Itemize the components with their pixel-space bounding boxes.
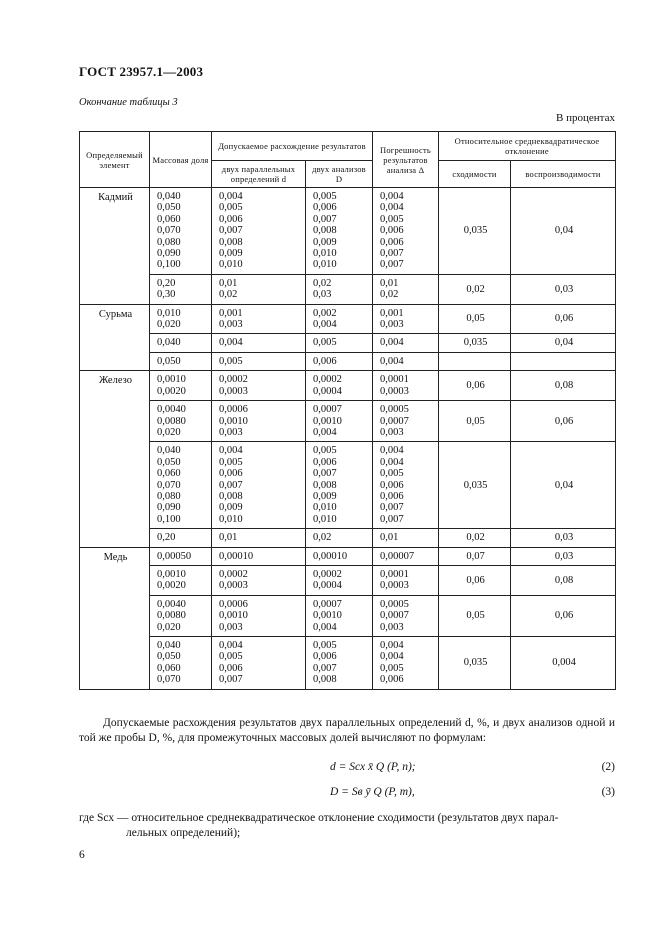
document-header: ГОСТ 23957.1—2003: [79, 64, 204, 79]
delta-value: 0,007: [380, 248, 404, 260]
D-value: 0,006: [313, 355, 337, 367]
D-value: 0,0004: [313, 580, 342, 592]
d-value: 0,02: [219, 289, 238, 301]
formula-D: D = Sв ȳ Q (P, m),: [330, 786, 415, 798]
reproducibility-cell: 0,03: [511, 529, 616, 547]
D-value: 0,004: [313, 319, 337, 331]
repeatability-cell: [439, 352, 511, 370]
delta-value: 0,005: [380, 213, 404, 225]
reproducibility-cell: 0,004: [511, 637, 616, 690]
delta-value: 0,003: [380, 621, 404, 633]
d-value: 0,006: [219, 662, 243, 674]
D-value: 0,008: [313, 225, 337, 237]
D-cell: [306, 401, 373, 442]
delta-value: 0,001: [380, 307, 404, 319]
D-value: 0,010: [313, 259, 337, 271]
d-value: 0,003: [219, 319, 243, 331]
delta-value: 0,0001: [380, 374, 409, 386]
delta-value: 0,007: [380, 513, 404, 525]
d-cell: [212, 547, 306, 565]
d-cell: [212, 442, 306, 529]
D-value: 0,0007: [313, 598, 342, 610]
d-value: 0,008: [219, 236, 243, 248]
mass-value: 0,0010: [157, 568, 186, 580]
delta-value: 0,004: [380, 337, 404, 349]
mass-value: 0,070: [157, 225, 181, 237]
reproducibility-cell: 0,06: [511, 304, 616, 334]
mass-value: 0,0080: [157, 610, 186, 622]
d-value: 0,008: [219, 490, 243, 502]
delta-cell: [373, 637, 439, 690]
reproducibility-cell: 0,04: [511, 188, 616, 275]
D-value: 0,006: [313, 202, 337, 214]
mass-value: 0,20: [157, 532, 176, 544]
reproducibility-cell: 0,03: [511, 274, 616, 304]
table-row: [80, 371, 616, 401]
mass-cell: [150, 188, 212, 275]
d-cell: [212, 188, 306, 275]
d-cell: [212, 274, 306, 304]
delta-cell: [373, 188, 439, 275]
mass-cell: [150, 371, 212, 401]
delta-value: 0,0005: [380, 598, 409, 610]
mass-value: 0,080: [157, 490, 181, 502]
D-cell: [306, 547, 373, 565]
table-row: [80, 637, 616, 690]
element-cell: Медь: [80, 547, 150, 689]
data-table: [79, 131, 616, 690]
mass-value: 0,060: [157, 662, 181, 674]
header-rel-std: Относительное среднеквадратическое отклонение: [439, 132, 616, 161]
D-cell: [306, 188, 373, 275]
d-cell: [212, 401, 306, 442]
header-repeatability: сходимости: [439, 161, 511, 188]
d-value: 0,007: [219, 479, 243, 491]
delta-value: 0,006: [380, 236, 404, 248]
d-value: 0,005: [219, 651, 243, 663]
mass-value: 0,060: [157, 213, 181, 225]
delta-value: 0,007: [380, 259, 404, 271]
D-value: 0,007: [313, 468, 337, 480]
d-cell: [212, 565, 306, 595]
D-cell: [306, 442, 373, 529]
D-value: 0,004: [313, 426, 337, 438]
page-number: 6: [79, 849, 85, 861]
mass-value: 0,070: [157, 479, 181, 491]
d-value: 0,0006: [219, 598, 248, 610]
D-cell: [306, 334, 373, 352]
units-note: В процентах: [556, 112, 615, 124]
delta-value: 0,0001: [380, 568, 409, 580]
mass-value: 0,050: [157, 456, 181, 468]
mass-value: 0,0040: [157, 404, 186, 416]
repeatability-cell: 0,035: [439, 637, 511, 690]
header-mass-fraction: Массовая доля: [150, 132, 212, 188]
D-value: 0,02: [313, 532, 332, 544]
mass-value: 0,040: [157, 337, 181, 349]
d-value: 0,004: [219, 445, 243, 457]
mass-value: 0,050: [157, 651, 181, 663]
where-line-1: где Sсх — относительное среднеквадратическое отклонение сходимости (результатов двух парал-: [79, 812, 559, 824]
mass-value: 0,070: [157, 674, 181, 686]
mass-cell: [150, 352, 212, 370]
mass-value: 0,020: [157, 426, 181, 438]
D-value: 0,002: [313, 307, 337, 319]
reproducibility-cell: 0,04: [511, 442, 616, 529]
delta-value: 0,02: [380, 289, 399, 301]
delta-cell: [373, 304, 439, 334]
table-row: [80, 547, 616, 565]
d-cell: [212, 352, 306, 370]
delta-value: 0,003: [380, 426, 404, 438]
D-value: 0,009: [313, 490, 337, 502]
mass-cell: [150, 442, 212, 529]
table-row: [80, 304, 616, 334]
repeatability-cell: 0,07: [439, 547, 511, 565]
delta-value: 0,004: [380, 640, 404, 651]
D-value: 0,0010: [313, 610, 342, 622]
d-value: 0,0010: [219, 415, 248, 427]
element-cell: Сурьма: [80, 304, 150, 371]
D-cell: [306, 637, 373, 690]
D-value: 0,004: [313, 621, 337, 633]
delta-cell: [373, 442, 439, 529]
table-row: [80, 595, 616, 636]
d-value: 0,007: [219, 674, 243, 686]
where-line-2: лельных определений);: [126, 826, 241, 839]
D-value: 0,0002: [313, 374, 342, 386]
D-cell: [306, 371, 373, 401]
delta-value: 0,006: [380, 479, 404, 491]
element-cell: Кадмий: [80, 188, 150, 305]
delta-value: 0,0003: [380, 580, 409, 592]
reproducibility-cell: 0,04: [511, 334, 616, 352]
table-row: [80, 401, 616, 442]
d-value: 0,0006: [219, 404, 248, 416]
mass-value: 0,040: [157, 640, 181, 651]
D-cell: [306, 274, 373, 304]
repeatability-cell: 0,06: [439, 565, 511, 595]
d-value: 0,007: [219, 225, 243, 237]
delta-cell: [373, 352, 439, 370]
d-cell: [212, 637, 306, 690]
d-value: 0,010: [219, 513, 243, 525]
mass-value: 0,20: [157, 277, 176, 289]
D-value: 0,03: [313, 289, 332, 301]
delta-cell: [373, 401, 439, 442]
delta-value: 0,00007: [380, 550, 415, 562]
D-value: 0,005: [313, 445, 337, 457]
D-value: 0,007: [313, 662, 337, 674]
d-value: 0,003: [219, 621, 243, 633]
delta-value: 0,005: [380, 662, 404, 674]
delta-value: 0,0007: [380, 610, 409, 622]
delta-cell: [373, 334, 439, 352]
mass-value: 0,0020: [157, 385, 186, 397]
delta-cell: [373, 274, 439, 304]
D-cell: [306, 352, 373, 370]
D-value: 0,006: [313, 651, 337, 663]
mass-value: 0,050: [157, 355, 181, 367]
D-cell: [306, 529, 373, 547]
table-row: [80, 565, 616, 595]
header-element: Определяемый элемент: [80, 132, 150, 188]
mass-value: 0,0040: [157, 598, 186, 610]
mass-value: 0,0080: [157, 415, 186, 427]
delta-value: 0,006: [380, 225, 404, 237]
d-value: 0,0010: [219, 610, 248, 622]
delta-cell: [373, 595, 439, 636]
d-value: 0,009: [219, 248, 243, 260]
D-value: 0,007: [313, 213, 337, 225]
table-caption: Окончание таблицы 3: [79, 97, 178, 108]
mass-value: 0,040: [157, 445, 181, 457]
delta-value: 0,004: [380, 445, 404, 457]
D-value: 0,009: [313, 236, 337, 248]
D-value: 0,006: [313, 456, 337, 468]
D-value: 0,005: [313, 337, 337, 349]
header-error: Погрешность результатов анализа Δ: [373, 132, 439, 188]
formula-D-number: (3): [601, 786, 615, 798]
D-value: 0,00010: [313, 550, 348, 562]
delta-value: 0,003: [380, 319, 404, 331]
repeatability-cell: 0,02: [439, 529, 511, 547]
reproducibility-cell: 0,08: [511, 371, 616, 401]
d-value: 0,006: [219, 468, 243, 480]
repeatability-cell: 0,035: [439, 188, 511, 275]
d-value: 0,0002: [219, 374, 248, 386]
d-value: 0,005: [219, 355, 243, 367]
mass-value: 0,050: [157, 202, 181, 214]
body-paragraph: Допускаемые расхождения результатов двух параллельных определений d, %, и двух анализов одной и той же пробы D, %, для промежуточных массовых долей вычисляют по формулам:: [79, 717, 615, 744]
table-row: [80, 274, 616, 304]
mass-cell: [150, 547, 212, 565]
formula-d-number: (2): [601, 761, 615, 773]
d-value: 0,0003: [219, 580, 248, 592]
mass-cell: [150, 334, 212, 352]
mass-cell: [150, 565, 212, 595]
d-value: 0,005: [219, 202, 243, 214]
element-cell: Железо: [80, 371, 150, 547]
d-value: 0,01: [219, 277, 238, 289]
mass-cell: [150, 529, 212, 547]
D-value: 0,010: [313, 513, 337, 525]
mass-value: 0,00050: [157, 550, 192, 562]
mass-value: 0,0010: [157, 374, 186, 386]
delta-cell: [373, 529, 439, 547]
mass-cell: [150, 274, 212, 304]
d-value: 0,010: [219, 259, 243, 271]
d-value: 0,0003: [219, 385, 248, 397]
delta-value: 0,004: [380, 191, 404, 202]
d-value: 0,009: [219, 502, 243, 514]
header-two-parallel: двух параллельных определений d: [212, 161, 306, 188]
repeatability-cell: 0,02: [439, 274, 511, 304]
mass-value: 0,30: [157, 289, 176, 301]
table-row: [80, 442, 616, 529]
d-value: 0,0002: [219, 568, 248, 580]
header-reproducibility: воспроизводимости: [511, 161, 616, 188]
d-value: 0,005: [219, 456, 243, 468]
D-cell: [306, 595, 373, 636]
d-cell: [212, 371, 306, 401]
d-value: 0,00010: [219, 550, 254, 562]
table-row: [80, 334, 616, 352]
D-value: 0,0004: [313, 385, 342, 397]
D-value: 0,008: [313, 674, 337, 686]
d-value: 0,01: [219, 532, 238, 544]
D-value: 0,02: [313, 277, 332, 289]
d-value: 0,004: [219, 191, 243, 202]
d-value: 0,003: [219, 426, 243, 438]
mass-value: 0,010: [157, 307, 181, 319]
delta-value: 0,004: [380, 355, 404, 367]
D-value: 0,010: [313, 248, 337, 260]
table-row: [80, 352, 616, 370]
delta-value: 0,004: [380, 651, 404, 663]
formula-d: d = Sсх x̄ Q (P, n);: [330, 761, 416, 773]
delta-cell: [373, 547, 439, 565]
table-row: [80, 188, 616, 275]
reproducibility-cell: [511, 352, 616, 370]
D-cell: [306, 565, 373, 595]
reproducibility-cell: 0,06: [511, 595, 616, 636]
mass-value: 0,100: [157, 513, 181, 525]
repeatability-cell: 0,05: [439, 595, 511, 636]
delta-value: 0,01: [380, 277, 399, 289]
d-cell: [212, 529, 306, 547]
delta-value: 0,0003: [380, 385, 409, 397]
d-value: 0,004: [219, 337, 243, 349]
header-allowed-diff: Допускаемое расхождение результатов: [212, 132, 373, 161]
D-value: 0,008: [313, 479, 337, 491]
d-value: 0,004: [219, 640, 243, 651]
d-value: 0,006: [219, 213, 243, 225]
delta-value: 0,005: [380, 468, 404, 480]
delta-value: 0,0007: [380, 415, 409, 427]
delta-value: 0,006: [380, 674, 404, 686]
mass-value: 0,040: [157, 191, 181, 202]
reproducibility-cell: 0,06: [511, 401, 616, 442]
mass-value: 0,100: [157, 259, 181, 271]
D-cell: [306, 304, 373, 334]
repeatability-cell: 0,035: [439, 334, 511, 352]
mass-value: 0,090: [157, 502, 181, 514]
delta-value: 0,004: [380, 202, 404, 214]
D-value: 0,005: [313, 191, 337, 202]
d-cell: [212, 304, 306, 334]
mass-value: 0,020: [157, 319, 181, 331]
mass-cell: [150, 304, 212, 334]
d-cell: [212, 595, 306, 636]
mass-cell: [150, 637, 212, 690]
D-value: 0,005: [313, 640, 337, 651]
D-value: 0,0007: [313, 404, 342, 416]
mass-value: 0,020: [157, 621, 181, 633]
repeatability-cell: 0,06: [439, 371, 511, 401]
delta-value: 0,0005: [380, 404, 409, 416]
header-two-analyses: двух анализов D: [306, 161, 373, 188]
mass-value: 0,0020: [157, 580, 186, 592]
mass-cell: [150, 401, 212, 442]
d-cell: [212, 334, 306, 352]
delta-value: 0,01: [380, 532, 399, 544]
mass-cell: [150, 595, 212, 636]
D-value: 0,0010: [313, 415, 342, 427]
mass-value: 0,090: [157, 248, 181, 260]
reproducibility-cell: 0,08: [511, 565, 616, 595]
repeatability-cell: 0,05: [439, 401, 511, 442]
d-value: 0,001: [219, 307, 243, 319]
delta-cell: [373, 371, 439, 401]
mass-value: 0,060: [157, 468, 181, 480]
D-value: 0,0002: [313, 568, 342, 580]
where-clause: [79, 811, 615, 840]
delta-cell: [373, 565, 439, 595]
table-row: [80, 529, 616, 547]
delta-value: 0,006: [380, 490, 404, 502]
repeatability-cell: 0,05: [439, 304, 511, 334]
delta-value: 0,007: [380, 502, 404, 514]
mass-value: 0,080: [157, 236, 181, 248]
D-value: 0,010: [313, 502, 337, 514]
repeatability-cell: 0,035: [439, 442, 511, 529]
reproducibility-cell: 0,03: [511, 547, 616, 565]
delta-value: 0,004: [380, 456, 404, 468]
